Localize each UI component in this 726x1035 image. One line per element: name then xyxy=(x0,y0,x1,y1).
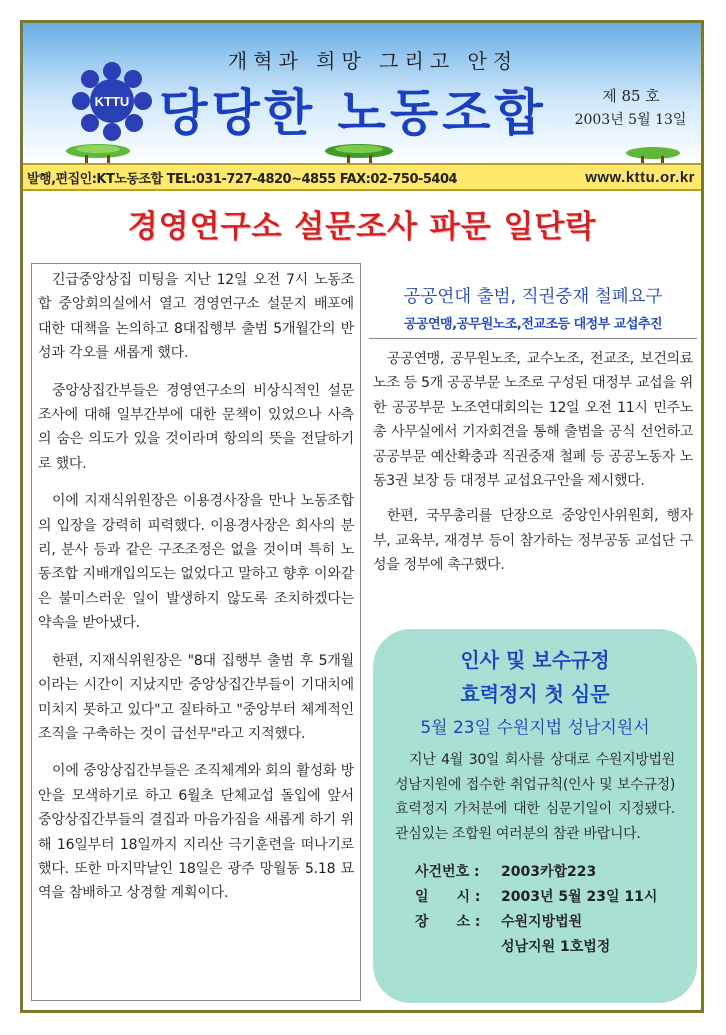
case-number-label: 사건번호 : xyxy=(415,864,480,881)
publisher-bar xyxy=(23,163,701,191)
article-paragraph: 이에 중앙상집간부들은 조직체계와 회의 활성화 방안을 모색하기로 하고 6월초 단체교섭 돌입에 앞서 중앙상집간부들의 결집과 마음가짐을 새롭게 하기 위해 16일부터 18일까지 지리산 극기훈련을 떠나기로 했다. 또한 마지막날인 18일은 광주 망월동 5.18 묘역을 참배하고 상경할 계획이다. xyxy=(38,763,354,902)
newsletter-title: 당당한 노동조합 xyxy=(159,84,547,142)
side-article-paragraph: 공공연맹, 공무원노조, 교수노조, 전교조, 보건의료노조 등 5개 공공부문 노조로 구성된 대정부 교섭을 위한 공공부문 노조연대회의는 12일 오전 11시 민주노총 사무실에서 기자회견을 통해 출범을 공식 선언하고 공공부문 예산확충과 직권중재 철폐 등 공공노동자 노동3권 보장 등 대정부 교섭요구안을 제시했다. xyxy=(373,351,693,490)
publisher-info: 발행,편집인:KT노동조합 TEL:031-727-4820~4855 FAX:02-750-5404 xyxy=(27,171,458,187)
issue-date: 2003년 5월 13일 xyxy=(574,112,687,128)
case-number-value: 2003카합223 xyxy=(501,864,597,881)
hearing-place-value-2: 성남지원 1호법정 xyxy=(501,939,611,956)
main-headline: 경영연구소 설문조사 파문 일단락 xyxy=(127,209,597,245)
hearing-place-label: 장 소 : xyxy=(415,914,481,931)
logo-text: KTTU xyxy=(94,94,130,109)
masthead xyxy=(23,23,701,163)
side-article xyxy=(369,277,697,614)
article-paragraph: 한편, 지재식위원장은 "8대 집행부 출범 후 5개월이라는 시간이 지났지만 중앙상집간부들이 기대치에 미치지 못하고 있다"고 질타하고 "중앙부터 체계적인 조직을 구축하는 것이 급선무"라고 지적했다. xyxy=(38,652,354,742)
newsletter-page xyxy=(20,20,704,1013)
issue-number: 제 85 호 xyxy=(602,87,660,105)
article-paragraph: 이에 지재식위원장은 이용경사장을 만나 노동조합의 입장을 강력히 피력했다. 이용경사장은 회사의 분리, 분사 등과 같은 구조조정은 없을 것이며 특히 노동조합 지배개입의도는 없었다고 말하고 향후 이와같은 불미스러운 일이 발생하지 않도록 조치하겠다는 약속을 받아냈다. xyxy=(38,493,354,632)
hearing-time-value: 2003년 5월 23일 11시 xyxy=(501,889,658,906)
masthead-subtitle: 개혁과 희망 그리고 안정 xyxy=(227,49,519,73)
notice-title-line1: 인사 및 보수규정 xyxy=(460,648,610,672)
notice-body: 지난 4월 30일 회사를 상대로 수원지방법원 성남지원에 접수한 취업규칙(인사 및 보수규정)효력정지 가처분에 대한 심문기일이 지정됐다. 관심있는 조합원 여러분의 참관 바랍니다. xyxy=(395,752,675,842)
tree-decoration-icon xyxy=(63,141,133,165)
notice-title-line2: 효력정지 첫 심문 xyxy=(460,682,610,706)
divider xyxy=(369,338,697,339)
website-url[interactable]: www.kttu.or.kr xyxy=(585,168,695,186)
main-article xyxy=(31,263,361,1001)
side-article-paragraph: 한편, 국무총리를 단장으로 중앙인사위원회, 행자부, 교육부, 재경부 등이 참가하는 정부공동 교섭단 구성을 정부에 촉구했다. xyxy=(373,508,693,574)
court-hearing-notice xyxy=(373,629,697,1003)
article-paragraph: 긴급중앙상집 미팅을 지난 12일 오전 7시 노동조합 중앙회의실에서 열고 경영연구소 설문지 배포에 대한 대책을 논의하고 8대집행부 출범 5개월간의 반성과 각오를 새롭게 했다. xyxy=(38,272,354,362)
side-article-subtitle: 공공연맹,공무원노조,전교조등 대정부 교섭추진 xyxy=(403,317,663,332)
tree-decoration-icon xyxy=(623,145,683,165)
kttu-logo-icon xyxy=(71,61,153,143)
hearing-time-label: 일 시 : xyxy=(415,889,481,906)
tree-decoration-icon xyxy=(321,141,397,165)
article-paragraph: 중앙상집간부들은 경영연구소의 비상식적인 설문조사에 대해 일부간부에 대한 문책이 있었으나 사측의 숨은 의도가 있을 것이라며 항의의 뜻을 전달하기로 했다. xyxy=(38,382,354,472)
case-details xyxy=(385,860,685,960)
notice-subtitle: 5월 23일 수원지법 성남지원서 xyxy=(420,718,650,738)
hearing-place-value: 수원지방법원 xyxy=(501,914,583,931)
side-article-title: 공공연대 출범, 직권중재 철폐요구 xyxy=(403,287,663,307)
